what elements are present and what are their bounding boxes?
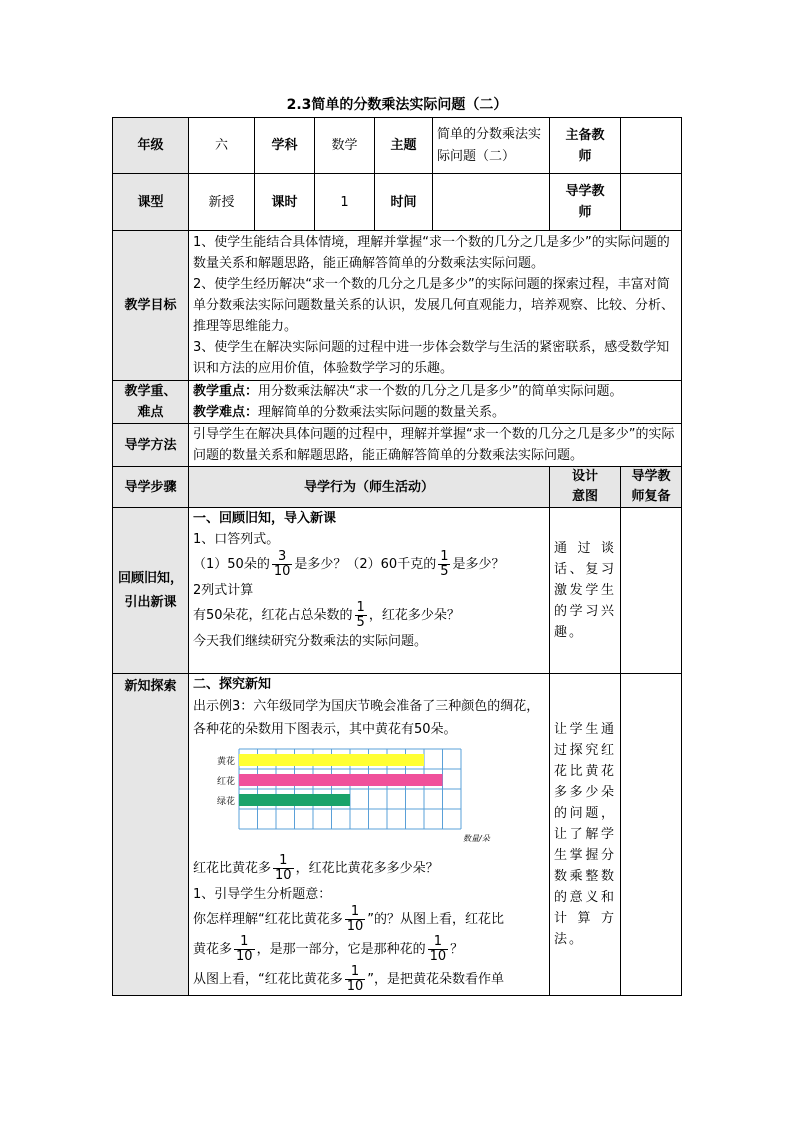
subject-value: 数学: [315, 118, 375, 174]
fraction: $\frac{1}{10}$: [275, 853, 292, 883]
goals-label: 教学目标: [113, 231, 189, 381]
calc-question: 有50朵花，红花占总朵数的 $\frac{1}{5}$ ，红花多少朵？: [193, 600, 460, 630]
lesson-type-value: 新授: [189, 174, 255, 231]
bar-1: [239, 774, 443, 786]
section-explore-content: [189, 674, 550, 996]
lesson-type-label: 课型: [113, 174, 189, 231]
focus-label: 教学重点：: [193, 384, 259, 399]
info-row-2: [113, 174, 682, 231]
goal-3: 3、使学生在解决实际问题的过程中进一步体会数学与生活的紧密联系，感受数学知识和方法的应用价值，体验数学学习的乐趣。: [193, 340, 670, 376]
period-label: 课时: [255, 174, 315, 231]
explore-review-cell: [621, 674, 682, 996]
example-question: 红花比黄花多 $\frac{1}{10}$ ，红花比黄花多多少朵？: [193, 853, 439, 883]
time-value: [433, 174, 550, 231]
section-review-row: [113, 508, 682, 674]
guide-teacher-label: 导学教师: [550, 174, 621, 231]
period-value: 1: [315, 174, 375, 231]
goal-2: 2、使学生经历解决“求一个数的几分之几是多少”的实际问题的探索过程，丰富对简单分数乘法实际问题数量关系的认识，发展几何直观能力，培养观察、比较、分析、推理等思维能力。: [193, 277, 675, 334]
section-review-content: [189, 508, 550, 674]
section-review-label: 回顾旧知，引出新课: [113, 508, 189, 674]
steps-header: 导学步骤: [113, 467, 189, 508]
example-text: 出示例3：六年级同学为国庆节晚会准备了三种颜色的绸花，各种花的朵数用下图表示，其中黄花有50朵。: [193, 699, 540, 737]
topic-label: 主题: [375, 118, 433, 174]
review-header: 导学教师复备: [621, 467, 682, 508]
bar-label-1: 红花: [216, 777, 235, 787]
goal-1: 1、使学生能结合具体情境，理解并掌握“求一个数的几分之几是多少”的实际问题的数量关系和解题思路，能正确解答简单的分数乘法实际问题。: [193, 235, 670, 271]
section-explore-heading: 二、探究新知: [193, 677, 272, 692]
explore-intent: 让学生通过探究红花比黄花多多少朵的问题，让了解学生掌握分数乘整数的意义和计算方法。: [550, 674, 621, 996]
focus-text: 用分数乘法解决“求一个数的几分之几是多少”的简单实际问题。: [258, 384, 623, 399]
topic-value: 简单的分数乘法实际问题（二）: [433, 118, 550, 174]
method-text: 引导学生在解决具体问题的过程中，理解并掌握“求一个数的几分之几是多少”的实际问题的数量关系和解题思路，能正确解答简单的分数乘法实际问题。: [189, 424, 682, 467]
analysis-line-1: 你怎样理解“红花比黄花多 $\frac{1}{10}$ ”的？从图上看，红花比: [193, 904, 505, 934]
fraction: $\frac{1}{5}$: [356, 600, 365, 630]
review-review-cell: [621, 508, 682, 674]
steps-header-row: [113, 467, 682, 508]
bar-label-0: 黄花: [216, 757, 235, 767]
goals-content: [189, 231, 682, 381]
fraction: $\frac{1}{10}$: [236, 934, 253, 964]
goals-row: [113, 231, 682, 381]
fraction: $\frac{1}{10}$: [429, 934, 447, 964]
section-explore-label: 新知探索: [113, 674, 189, 996]
fraction: $\frac{1}{10}$: [346, 964, 364, 994]
guide-teacher-value: [621, 174, 682, 231]
design-header: 设计意图: [550, 467, 621, 508]
bar-2: [239, 794, 350, 806]
analysis-line-3: 从图上看，“红花比黄花多 $\frac{1}{10}$ ”，是把黄花朵数看作单: [193, 964, 505, 994]
grade-label: 年级: [113, 118, 189, 174]
method-row: [113, 424, 682, 467]
section-explore-row: [113, 674, 682, 996]
method-label: 导学方法: [113, 424, 189, 467]
x-axis-label: 数量/朵: [463, 834, 490, 843]
page-title: 2.3简单的分数乘法实际问题（二）: [286, 97, 508, 113]
difficulty-label: 教学难点：: [193, 405, 259, 420]
analysis-step: 1、引导学生分析题意：: [193, 887, 332, 902]
oral-item: 1、口答列式。: [193, 532, 280, 547]
key-points-row: [113, 381, 682, 424]
grade-value: 六: [189, 118, 255, 174]
calc-item: 2列式计算: [193, 583, 254, 598]
fraction: $\frac{1}{5}$: [440, 549, 449, 579]
actions-header: 导学行为（师生活动）: [189, 467, 550, 508]
time-label: 时间: [375, 174, 433, 231]
review-intent: 通过谈话、复习激发学生的学习兴趣。: [550, 508, 621, 674]
subject-label: 学科: [255, 118, 315, 174]
review-closing: 今天我们继续研究分数乘法的实际问题。: [193, 634, 428, 649]
section-review-heading: 一、回顾旧知，导入新课: [193, 511, 337, 526]
fraction: $\frac{1}{10}$: [346, 904, 364, 934]
lead-teacher-value: [621, 118, 682, 174]
chart-svg: [193, 747, 490, 843]
difficulty-text: 理解简单的分数乘法实际问题的数量关系。: [258, 405, 506, 420]
info-row-1: [113, 118, 682, 174]
lead-teacher-label: 主备教师: [550, 118, 621, 174]
key-points-label: 教学重、难点: [113, 381, 189, 424]
fraction: $\frac{3}{10}$: [273, 549, 291, 579]
flower-bar-chart: [193, 747, 545, 850]
key-points-content: [189, 381, 682, 424]
bar-0: [239, 754, 424, 766]
analysis-line-2: 黄花多 $\frac{1}{10}$ ，是那一部分，它是那种花的 $\frac{1}{10}$ ？: [193, 934, 464, 964]
bar-label-2: 绿花: [216, 797, 235, 807]
lesson-plan-table: [112, 117, 682, 996]
oral-questions: （1）50朵的 $\frac{3}{10}$ 是多少？（2）60千克的 $\frac{1}{5}$ 是多少？: [193, 549, 505, 579]
